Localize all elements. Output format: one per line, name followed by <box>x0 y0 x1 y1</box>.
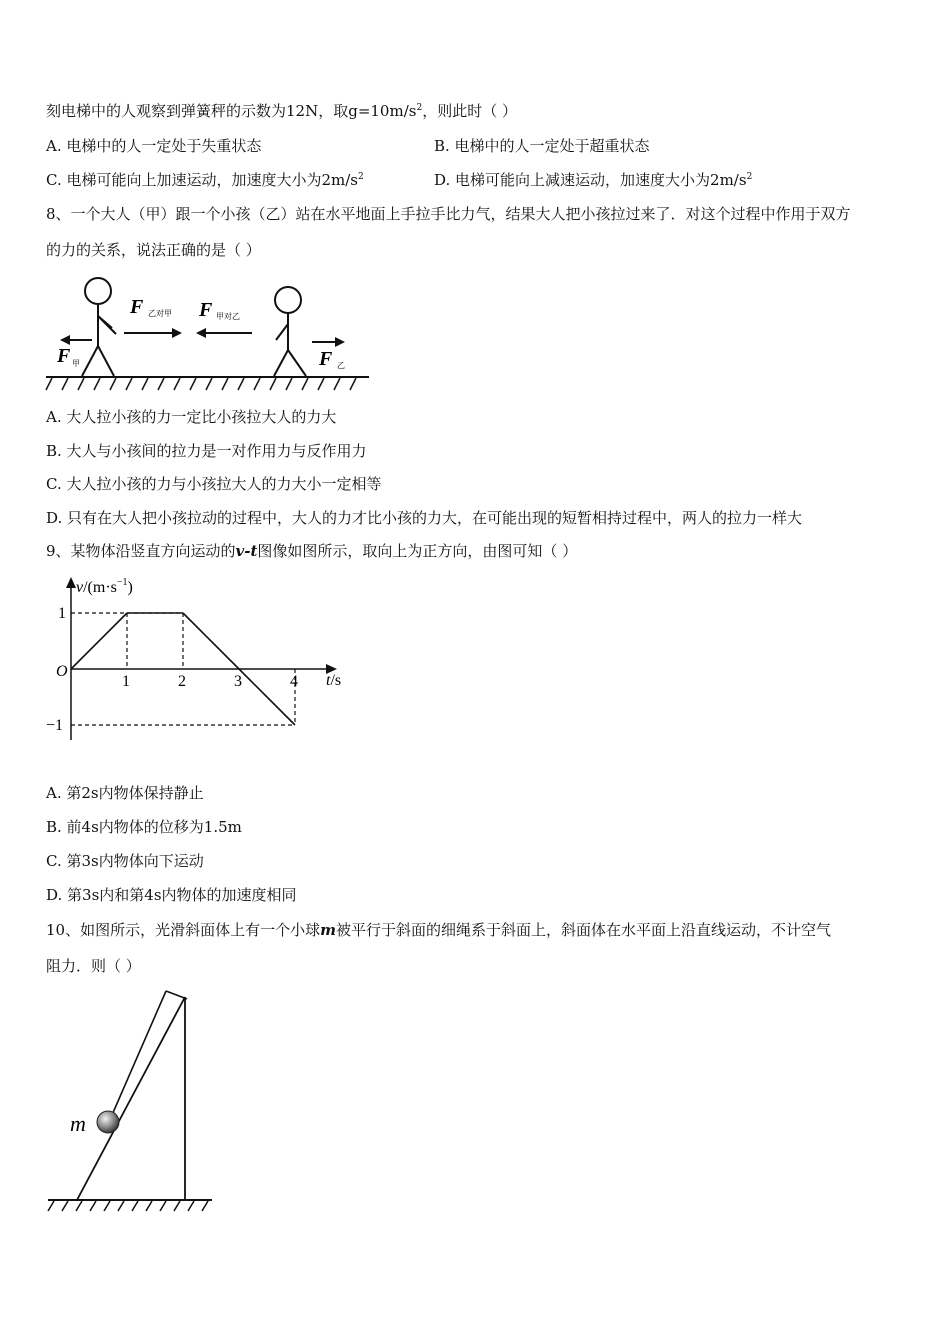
force-yi-on-jia-arrow <box>124 328 182 338</box>
q8-option-b: B. 大人与小孩间的拉力是一对作用力与反作用力 <box>46 442 367 460</box>
q9-option-a: A. 第2s内物体保持静止 <box>46 784 204 802</box>
ball <box>97 1111 119 1133</box>
x-tick-label-4: 4 <box>290 673 298 690</box>
vt-chart <box>44 572 354 748</box>
child-figure <box>274 287 306 376</box>
q9-stem: 9、某物体沿竖直方向运动的v-t图像如图所示，取向上为正方向，由图可知（ ） <box>46 542 578 560</box>
force-yi-on-jia-symbol: F <box>130 296 144 318</box>
rope <box>112 991 166 1115</box>
q9-option-c: C. 第3s内物体向下运动 <box>46 852 204 870</box>
x-tick-label-2: 2 <box>178 673 186 690</box>
force-jia-subscript: 甲 <box>72 359 80 368</box>
ball-label: m <box>70 1111 86 1136</box>
force-jia-on-yi-arrow <box>196 328 252 338</box>
q7-option-b: B. 电梯中的人一定处于超重状态 <box>434 137 650 155</box>
vt-segment-1 <box>71 613 127 669</box>
q8-option-c: C. 大人拉小孩的力与小孩拉大人的力大小一定相等 <box>46 475 382 493</box>
y-axis-label: $v/(m\cdot s^{-1})$ <box>76 577 133 596</box>
q8-stem-line1: 8、一个大人（甲）跟一个小孩（乙）站在水平地面上手拉手比力气，结果大人把小孩拉过来了．对这个过程中作用于双方 <box>46 205 851 223</box>
vt-segment-4 <box>239 669 295 725</box>
incline-slope <box>77 997 185 1200</box>
q7-stem: 刻电梯中的人观察到弹簧秤的示数为12N，取$g=10m/s^2$，则此时（ ） <box>46 102 517 120</box>
y-tick-label-1: 1 <box>58 605 66 622</box>
incline-figure <box>44 985 224 1215</box>
force-jia-on-yi-subscript: 甲对乙 <box>216 312 240 321</box>
x-tick-label-1: 1 <box>122 673 130 690</box>
origin-label: O <box>56 663 68 680</box>
force-yi-on-jia-subscript: 乙对甲 <box>148 309 172 318</box>
incline-ground-hatch <box>48 1201 208 1211</box>
q8-option-d: D. 只有在大人把小孩拉动的过程中，大人的力才比小孩的力大，在可能出现的短暂相持过程中，两人的拉力一样大 <box>46 509 803 527</box>
ground-hatch <box>46 378 356 390</box>
q10-stem-line1: 10、如图所示，光滑斜面体上有一个小球m被平行于斜面的细绳系于斜面上，斜面体在水平面上沿直线运动，不计空气 <box>46 921 831 939</box>
tug-of-war-figure <box>44 276 374 396</box>
force-yi-symbol: F <box>319 348 333 370</box>
rope-tie <box>166 991 187 999</box>
y-tick-label-minus1: −1 <box>46 717 64 734</box>
q7-option-c: C. 电梯可能向上加速运动，加速度大小为$2m/s^2$ <box>46 171 364 189</box>
y-axis-arrow <box>66 577 76 588</box>
q7-option-a: A. 电梯中的人一定处于失重状态 <box>46 137 262 155</box>
x-axis-label: t/s <box>326 672 342 689</box>
force-yi-subscript: 乙 <box>337 361 345 370</box>
q9-option-d: D. 第3s内和第4s内物体的加速度相同 <box>46 886 297 904</box>
force-jia-arrow <box>60 335 92 345</box>
force-yi-arrow <box>312 337 345 347</box>
force-jia-on-yi-symbol: F <box>199 299 213 321</box>
force-jia-symbol: F <box>57 345 71 367</box>
q9-option-b: B. 前4s内物体的位移为1.5m <box>46 818 242 836</box>
adult-figure <box>82 278 116 376</box>
vt-segment-3 <box>183 613 239 669</box>
q10-stem-line2: 阻力．则（ ） <box>46 957 141 975</box>
x-tick-label-3: 3 <box>234 673 242 690</box>
q8-stem-line2: 的力的关系，说法正确的是（ ） <box>46 241 261 259</box>
q7-option-d: D. 电梯可能向上减速运动，加速度大小为$2m/s^2$ <box>434 171 753 189</box>
q8-option-a: A. 大人拉小孩的力一定比小孩拉大人的力大 <box>46 408 337 426</box>
